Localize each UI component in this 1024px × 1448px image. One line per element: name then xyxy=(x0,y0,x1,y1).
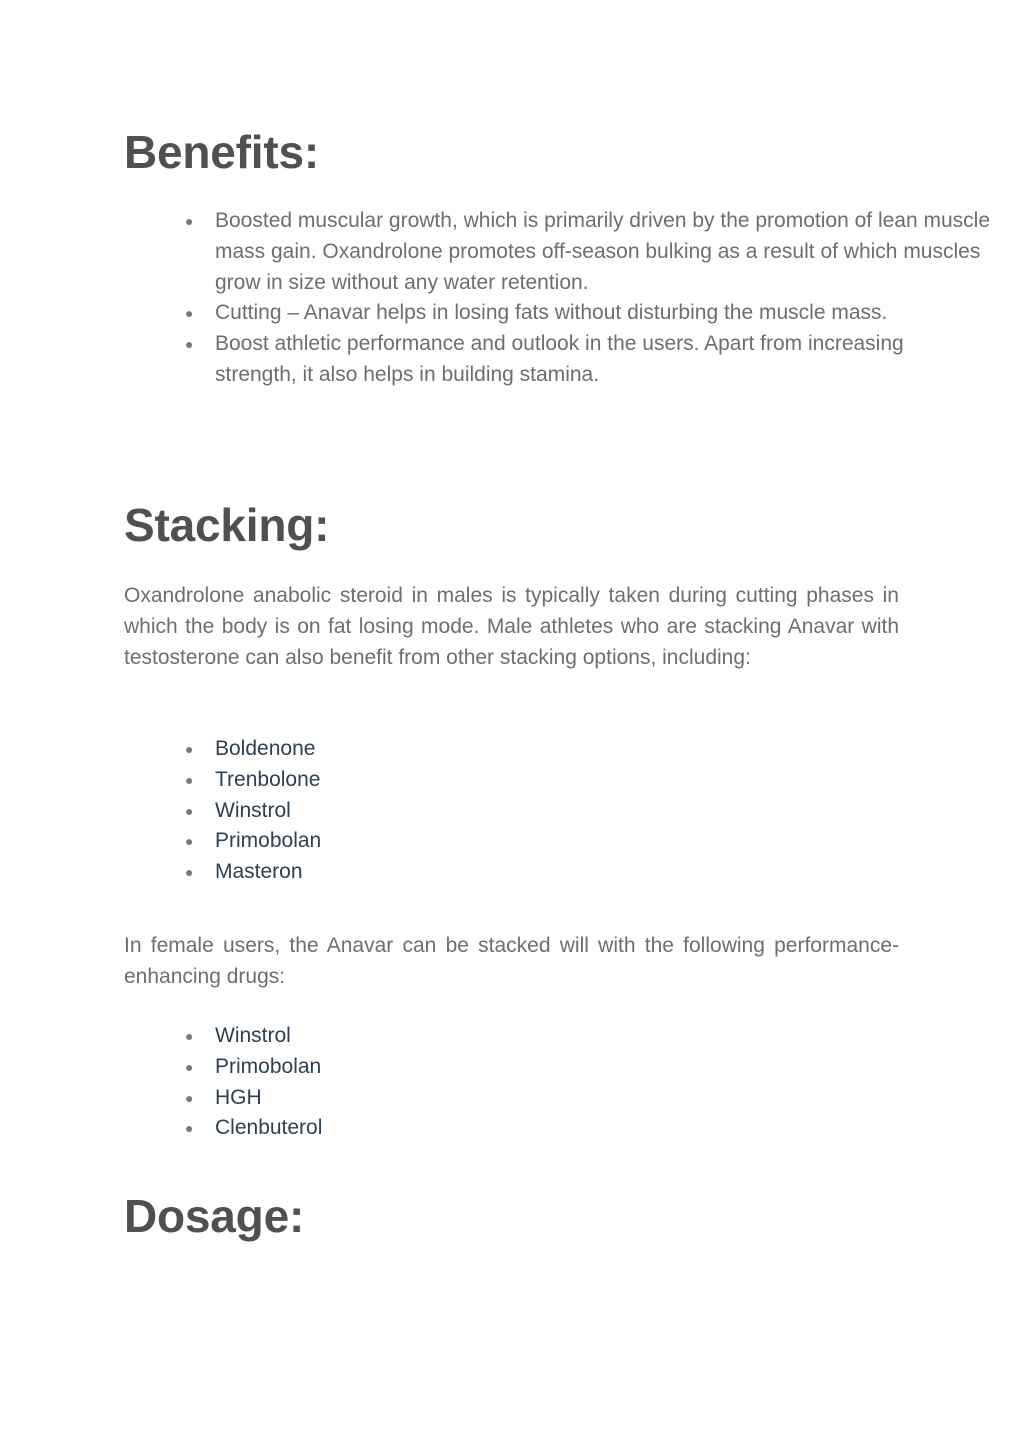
stacking-intro-paragraph: Oxandrolone anabolic steroid in males is typically taken during cutting phases in which the body is on fat losing mode. Male athletes who are stacking Anavar with testosterone can also benefit from other stacking options, including: xyxy=(124,584,899,669)
list-item-text[interactable]: Masteron xyxy=(215,860,303,884)
list-item xyxy=(185,298,990,329)
bullet-icon: ● xyxy=(185,864,194,881)
stack-option-clenbuterol[interactable] xyxy=(185,1113,990,1144)
list-item-text[interactable]: Trenbolone xyxy=(215,767,321,791)
stack-option-boldenone[interactable] xyxy=(185,734,990,765)
male-stacking-list xyxy=(124,734,990,888)
bullet-icon: ● xyxy=(185,1089,194,1106)
list-item-text[interactable]: Winstrol xyxy=(215,1024,291,1047)
dosage-heading: Dosage: xyxy=(124,1190,305,1242)
female-intro-paragraph: In female users, the Anavar can be stacked will with the following performance-enhancing drugs: xyxy=(124,934,899,988)
bullet-icon: ● xyxy=(185,771,194,788)
stack-option-winstrol[interactable] xyxy=(185,796,990,827)
benefits-list xyxy=(124,206,990,391)
bullet-icon: ● xyxy=(185,1028,194,1044)
stack-option-primobolan[interactable] xyxy=(185,1052,990,1083)
list-item-text: Cutting – Anavar helps in losing fats without disturbing the muscle mass. xyxy=(215,301,888,325)
list-item-text: Boost athletic performance and outlook in the users. Apart from increasing strength, it also helps in building stamina. xyxy=(215,332,904,386)
list-item xyxy=(185,206,991,298)
list-item-text: Boosted muscular growth, which is primarily driven by the promotion of lean muscle mass gain. Oxandrolone promotes off-season bulking as a result of which muscles grow in size without any water retention. xyxy=(215,209,991,294)
list-item-text[interactable]: Primobolan xyxy=(215,829,322,853)
stack-option-trenbolone[interactable] xyxy=(185,765,990,796)
list-item-text[interactable]: Primobolan xyxy=(215,1054,322,1078)
list-item-text[interactable]: Boldenone xyxy=(215,737,316,760)
list-item-text[interactable]: Winstrol xyxy=(215,798,291,822)
bullet-icon: ● xyxy=(185,336,194,353)
stack-option-hgh[interactable] xyxy=(185,1083,990,1114)
bullet-icon: ● xyxy=(185,305,194,322)
list-item-text[interactable]: HGH xyxy=(215,1085,262,1109)
bullet-icon: ● xyxy=(185,741,194,757)
list-item xyxy=(185,329,990,391)
benefits-heading: Benefits: xyxy=(124,126,320,178)
stacking-heading: Stacking: xyxy=(124,499,330,551)
bullet-icon: ● xyxy=(185,213,194,229)
female-stacking-list xyxy=(124,1021,990,1144)
bullet-icon: ● xyxy=(185,802,194,819)
bullet-icon: ● xyxy=(185,833,194,850)
list-item-text[interactable]: Clenbuterol xyxy=(215,1116,323,1140)
stack-option-primobolan[interactable] xyxy=(185,826,990,857)
stack-option-winstrol[interactable] xyxy=(185,1021,990,1052)
stack-option-masteron[interactable] xyxy=(185,857,990,888)
bullet-icon: ● xyxy=(185,1120,194,1137)
bullet-icon: ● xyxy=(185,1058,194,1075)
